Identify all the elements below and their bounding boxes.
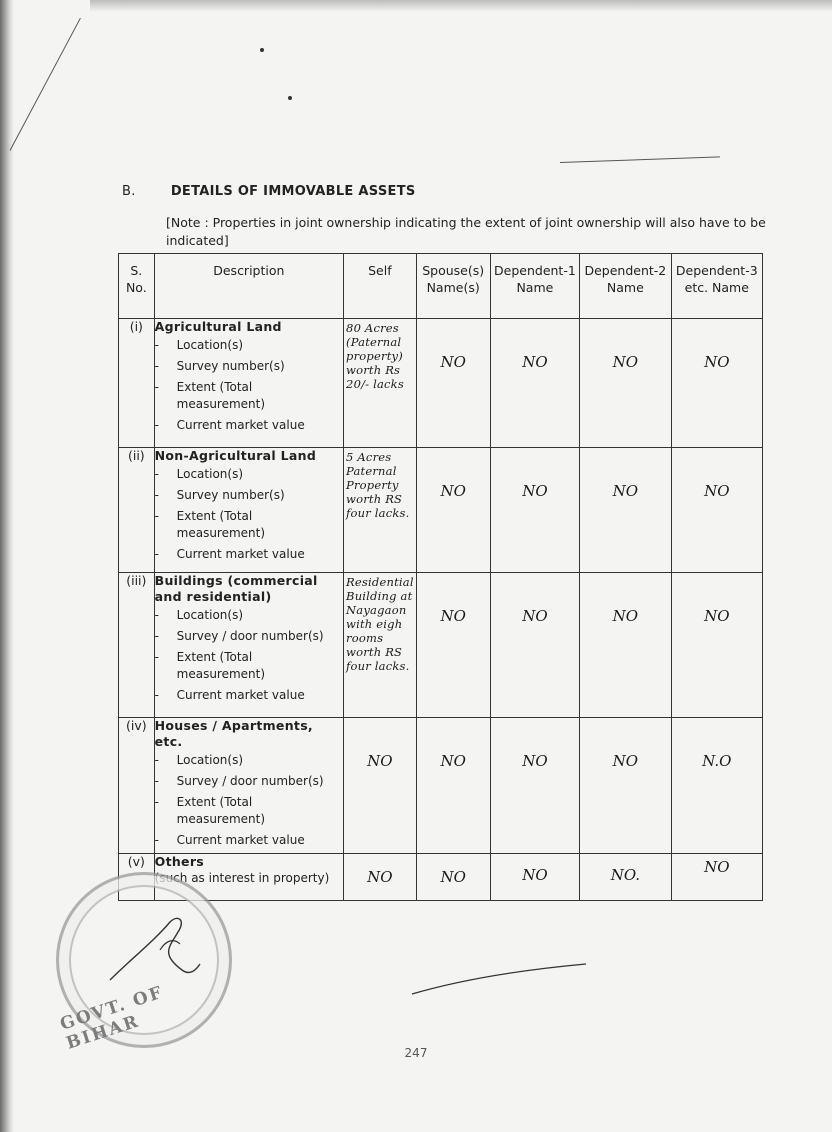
sub-item: - Location(s) [155, 466, 343, 483]
row-description [154, 573, 343, 718]
handwritten-entry: NO [612, 353, 639, 371]
dependent-1-cell [490, 319, 580, 448]
self-cell [344, 319, 417, 448]
handwritten-entry: NO [367, 868, 393, 886]
signature-mark [100, 910, 210, 990]
scan-artifact-line [560, 156, 720, 163]
spouse-cell [416, 854, 490, 901]
dependent-3-cell [671, 573, 762, 718]
row-description [154, 718, 343, 854]
table-row [119, 319, 763, 448]
sub-item: - Survey / door number(s) [155, 773, 343, 790]
sub-item: - Location(s) [155, 752, 343, 769]
dependent-1-cell [490, 718, 580, 854]
dependent-2-cell [580, 573, 671, 718]
dependent-3-cell [671, 319, 762, 448]
dependent-1-cell [490, 854, 580, 901]
row-sno: (iii) [119, 573, 155, 718]
row-sno: (iv) [119, 718, 155, 854]
table-row [119, 854, 763, 901]
section-number: B. [122, 184, 136, 199]
handwritten-entry: NO [440, 868, 466, 886]
sub-item: - Extent (Total measurement) [155, 794, 343, 828]
handwritten-entry: NO [612, 607, 639, 625]
row-description [154, 448, 343, 573]
handwritten-entry: NO [440, 607, 466, 625]
header-dependent-1: Dependent-1 Name [490, 254, 580, 319]
row-title: Buildings (commercial and residential) [154, 573, 318, 604]
dependent-1-cell [490, 573, 580, 718]
scan-artifact-line [10, 18, 81, 151]
row-description [154, 319, 343, 448]
section-title: DETAILS OF IMMOVABLE ASSETS [170, 184, 416, 199]
row-title: Agricultural Land [154, 319, 282, 334]
sub-item: - Current market value [155, 417, 343, 434]
sub-item: - Extent (Total measurement) [155, 649, 343, 683]
handwritten-entry: NO [440, 353, 466, 371]
table-header-row [119, 254, 763, 319]
handwritten-entry: NO [522, 752, 548, 770]
header-self: Self [344, 254, 417, 319]
immovable-assets-table [118, 253, 763, 901]
scan-speck [260, 48, 264, 52]
row-subtitle: (such as interest in property) [154, 871, 330, 885]
handwritten-entry: NO [522, 607, 548, 625]
handwritten-entry: Residential Building at Nayagaon with eigh rooms worth RS four lacks. [346, 575, 414, 673]
row-sno: (i) [119, 319, 155, 448]
header-dependent-3: Dependent-3 etc. Name [671, 254, 762, 319]
section-note: [Note : Properties in joint ownership indicating the extent of joint ownership will also have to be indicated] [166, 215, 766, 248]
handwritten-entry: NO [704, 858, 730, 876]
dependent-3-cell [671, 718, 762, 854]
sub-item: - Survey number(s) [155, 358, 343, 375]
handwritten-entry: NO [704, 353, 730, 371]
section-heading [122, 184, 772, 199]
handwritten-entry: NO [612, 752, 639, 770]
sub-item: - Extent (Total measurement) [155, 508, 343, 542]
spouse-cell [416, 319, 490, 448]
handwritten-entry: NO [704, 482, 730, 500]
scan-speck [288, 96, 292, 100]
table-row [119, 573, 763, 718]
handwritten-entry: NO [522, 866, 548, 884]
scan-shadow-top [90, 0, 832, 12]
self-cell [344, 718, 417, 854]
dependent-2-cell [580, 448, 671, 573]
handwritten-entry: NO [704, 607, 730, 625]
sub-item: - Current market value [155, 832, 343, 849]
row-title: Houses / Apartments, etc. [154, 718, 313, 749]
sub-item: - Survey number(s) [155, 487, 343, 504]
handwritten-entry: NO [612, 482, 639, 500]
row-sno: (v) [119, 854, 155, 901]
handwritten-entry: 80 Acres (Paternal property) worth Rs 20/- lacks [346, 321, 404, 391]
spouse-cell [416, 718, 490, 854]
scan-shadow-left [0, 0, 14, 1132]
handwritten-entry: 5 Acres Paternal Property worth RS four lacks. [346, 450, 410, 520]
spouse-cell [416, 573, 490, 718]
table-row [119, 448, 763, 573]
handwritten-entry: NO. [610, 866, 641, 884]
self-cell [344, 448, 417, 573]
sub-item: - Extent (Total measurement) [155, 379, 343, 413]
header-spouse: Spouse(s) Name(s) [416, 254, 490, 319]
sub-item: - Current market value [155, 546, 343, 563]
header-sno: S. No. [119, 254, 155, 319]
header-description: Description [154, 254, 343, 319]
dependent-2-cell [580, 319, 671, 448]
handwritten-entry: NO [522, 353, 548, 371]
row-title: Others [154, 854, 205, 869]
row-title: Non-Agricultural Land [154, 448, 317, 463]
handwritten-entry: NO [440, 752, 466, 770]
handwritten-entry: N.O [702, 752, 732, 770]
handwritten-entry: NO [522, 482, 548, 500]
spouse-cell [416, 448, 490, 573]
seal-text: GOVT. OF BIHAR [57, 982, 167, 1054]
dependent-2-cell [580, 718, 671, 854]
dependent-1-cell [490, 448, 580, 573]
sub-item: - Survey / door number(s) [155, 628, 343, 645]
sub-item: - Location(s) [155, 337, 343, 354]
dependent-3-cell [671, 448, 762, 573]
row-sno: (ii) [119, 448, 155, 573]
dependent-3-cell [671, 854, 762, 901]
dependent-2-cell [580, 854, 671, 901]
header-dependent-2: Dependent-2 Name [580, 254, 671, 319]
self-cell [344, 573, 417, 718]
handwritten-entry: NO [367, 752, 393, 770]
handwritten-entry: NO [440, 482, 466, 500]
sub-item: - Location(s) [155, 607, 343, 624]
sub-item: - Current market value [155, 687, 343, 704]
table-row [119, 718, 763, 854]
signature-stroke [410, 958, 590, 998]
self-cell [344, 854, 417, 901]
page-number: 247 [404, 1046, 428, 1060]
